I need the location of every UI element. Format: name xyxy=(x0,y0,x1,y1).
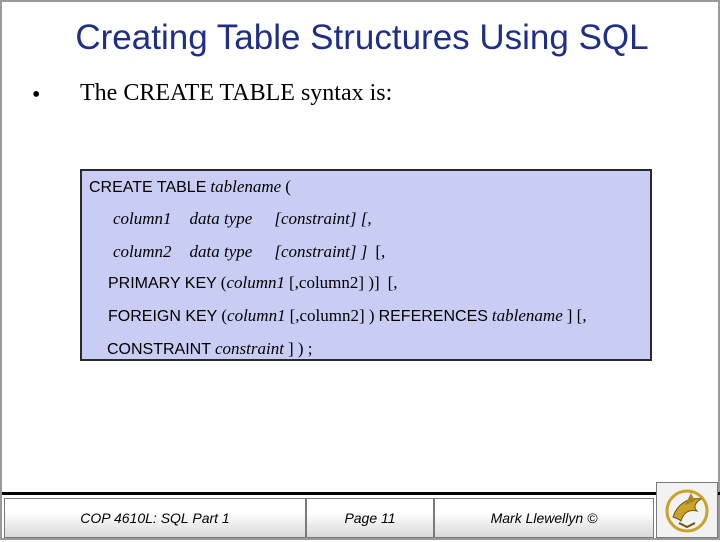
keyword: CONSTRAINT xyxy=(107,341,211,358)
column-list-rest: [,column2] ) xyxy=(289,306,375,325)
footer-divider xyxy=(2,492,720,495)
keyword: FOREIGN KEY xyxy=(108,308,218,325)
references-keyword: REFERENCES xyxy=(378,308,488,325)
keyword: PRIMARY KEY xyxy=(108,275,217,292)
line-tail: [, xyxy=(375,242,386,261)
column-list-rest: [,column2] )] xyxy=(289,273,380,292)
open-paren: ( xyxy=(220,273,227,292)
syntax-line-create-table xyxy=(89,177,291,197)
syntax-line-constraint xyxy=(107,339,313,359)
data-type: data type xyxy=(189,242,253,261)
line-tail: ] [, xyxy=(566,306,587,325)
footer-page-box xyxy=(306,498,434,538)
column-name: column2 xyxy=(113,242,172,261)
tablename-placeholder: tablename xyxy=(210,177,282,196)
syntax-line-column1 xyxy=(113,209,372,229)
footer-course-box xyxy=(4,498,306,538)
logo-box xyxy=(656,482,718,538)
keyword: CREATE TABLE xyxy=(89,179,207,196)
column-name: column1 xyxy=(113,209,172,228)
data-type: data type xyxy=(189,209,253,228)
constraint-placeholder: constraint xyxy=(215,339,284,358)
slide-title: Creating Table Structures Using SQL xyxy=(75,18,649,57)
open-paren: ( xyxy=(285,177,291,196)
tablename-placeholder: tablename xyxy=(491,306,563,325)
syntax-line-column2 xyxy=(113,242,385,262)
bullet-text: The CREATE TABLE syntax is: xyxy=(80,80,393,106)
open-paren: ( xyxy=(221,306,228,325)
footer-author: Mark Llewellyn © xyxy=(490,510,598,526)
syntax-box xyxy=(80,169,652,361)
footer-course: COP 4610L: SQL Part 1 xyxy=(80,510,230,526)
bullet-marker: • xyxy=(32,82,41,108)
line-tail: [, xyxy=(387,273,398,292)
pegasus-logo-icon xyxy=(657,483,717,537)
column-list: column1 xyxy=(227,306,286,325)
constraint-clause: [constraint] ] xyxy=(274,242,368,261)
column-list: column1 xyxy=(226,273,285,292)
line-tail: ] ) ; xyxy=(287,339,313,358)
footer-page-number: Page 11 xyxy=(344,510,396,526)
syntax-line-primary-key xyxy=(108,273,398,293)
footer-author-box xyxy=(434,498,654,538)
constraint-clause: [constraint] [, xyxy=(274,209,372,228)
syntax-line-foreign-key xyxy=(108,306,587,326)
